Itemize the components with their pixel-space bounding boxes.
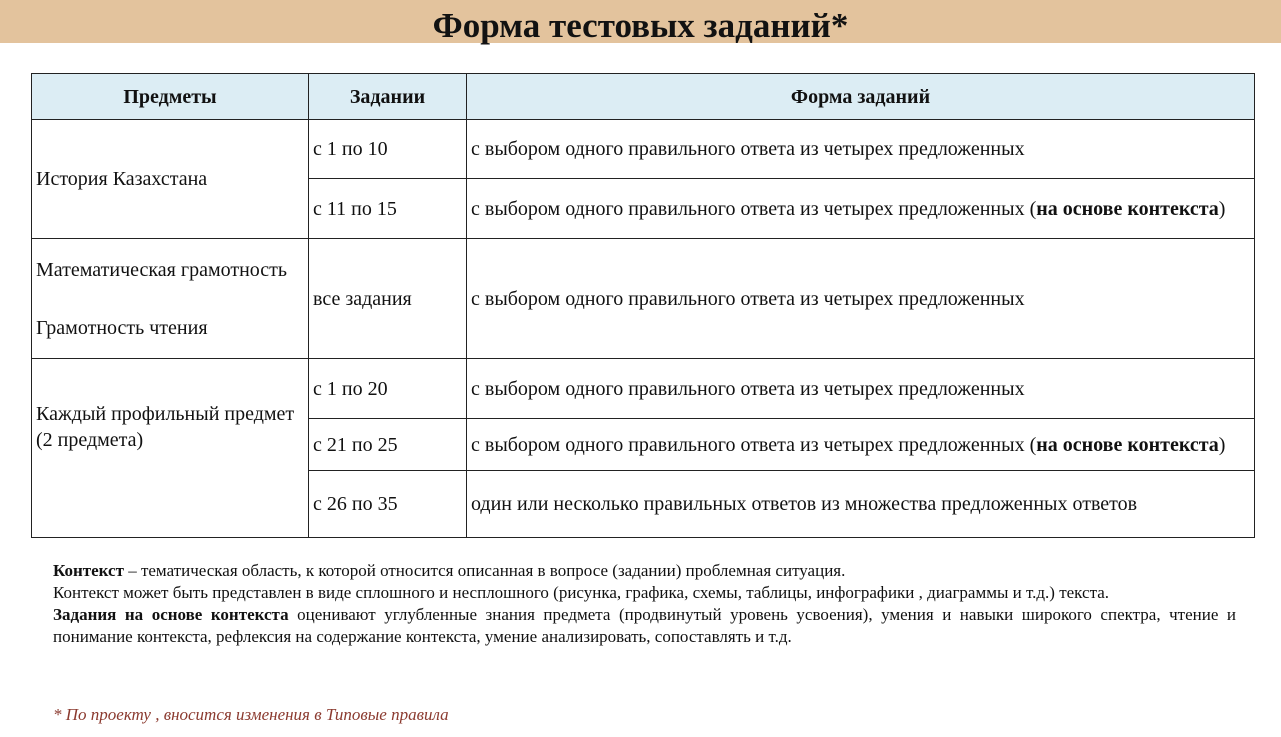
form-text: с выбором одного правильного ответа из четырех предложенных ( xyxy=(471,433,1037,456)
subject-math-literacy: Математическая грамотность xyxy=(36,258,288,281)
footnote: * По проекту , вносится изменения в Типовые правила xyxy=(53,705,449,724)
note-term-context: Контекст xyxy=(53,561,124,580)
header-task-form: Форма заданий xyxy=(467,74,1255,120)
context-notes xyxy=(53,560,1236,648)
context-emphasis: на основе контекста xyxy=(1036,433,1219,456)
tasks-cell: с 21 по 25 xyxy=(309,419,467,471)
tasks-cell: с 11 по 15 xyxy=(309,179,467,239)
subject-reading-literacy: Грамотность чтения xyxy=(36,316,208,339)
test-forms-table xyxy=(31,73,1255,538)
form-cell-context xyxy=(467,419,1255,471)
table-row xyxy=(32,120,1255,179)
subject-cell-profile xyxy=(32,359,309,538)
form-cell: с выбором одного правильного ответа из четырех предложенных xyxy=(467,120,1255,179)
form-text-end: ) xyxy=(1218,433,1226,456)
note-context-tasks-text: оценивают углубленные знания предмета (продвинутый уровень усвоения), умения и навыки широкого спектра, чтение и понимание контекста, рефлексия на содержание контекста, умение анализировать, сопоставлять и т.д. xyxy=(53,605,1236,646)
form-text-end: ) xyxy=(1218,197,1226,220)
form-text: с выбором одного правильного ответа из четырех предложенных ( xyxy=(471,197,1037,220)
header-subjects: Предметы xyxy=(32,74,309,120)
page-title: Форма тестовых заданий* xyxy=(432,6,849,45)
table-row xyxy=(32,359,1255,419)
note-context-forms: Контекст может быть представлен в виде сплошного и несплошного (рисунка, графика, схемы, таблицы, инфографики , диаграммы и т.д.) текста. xyxy=(53,583,1110,602)
form-cell: с выбором одного правильного ответа из четырех предложенных xyxy=(467,239,1255,359)
subject-cell-history: История Казахстана xyxy=(32,120,309,239)
tasks-cell: с 1 по 10 xyxy=(309,120,467,179)
table-row xyxy=(32,239,1255,359)
form-cell: один или несколько правильных ответов из множества предложенных ответов xyxy=(467,471,1255,538)
note-term-context-tasks: Задания на основе контекста xyxy=(53,605,289,624)
subject-spacer xyxy=(36,283,304,315)
header-tasks: Задании xyxy=(309,74,467,120)
subject-profile-label: Каждый профильный предмет (2 предмета) xyxy=(36,403,295,451)
tasks-cell: с 1 по 20 xyxy=(309,359,467,419)
subject-cell-literacy xyxy=(32,239,309,359)
note-context-tasks xyxy=(53,604,1236,648)
note-definition-text: – тематическая область, к которой относится описанная в вопросе (задании) проблемная ситуация. xyxy=(123,561,846,580)
table-header-row xyxy=(32,74,1255,120)
tasks-cell: все задания xyxy=(309,239,467,359)
note-context-definition xyxy=(53,560,1236,582)
form-cell: с выбором одного правильного ответа из четырех предложенных xyxy=(467,359,1255,419)
form-cell-context xyxy=(467,179,1255,239)
context-emphasis: на основе контекста xyxy=(1036,197,1219,220)
tasks-cell: с 26 по 35 xyxy=(309,471,467,538)
